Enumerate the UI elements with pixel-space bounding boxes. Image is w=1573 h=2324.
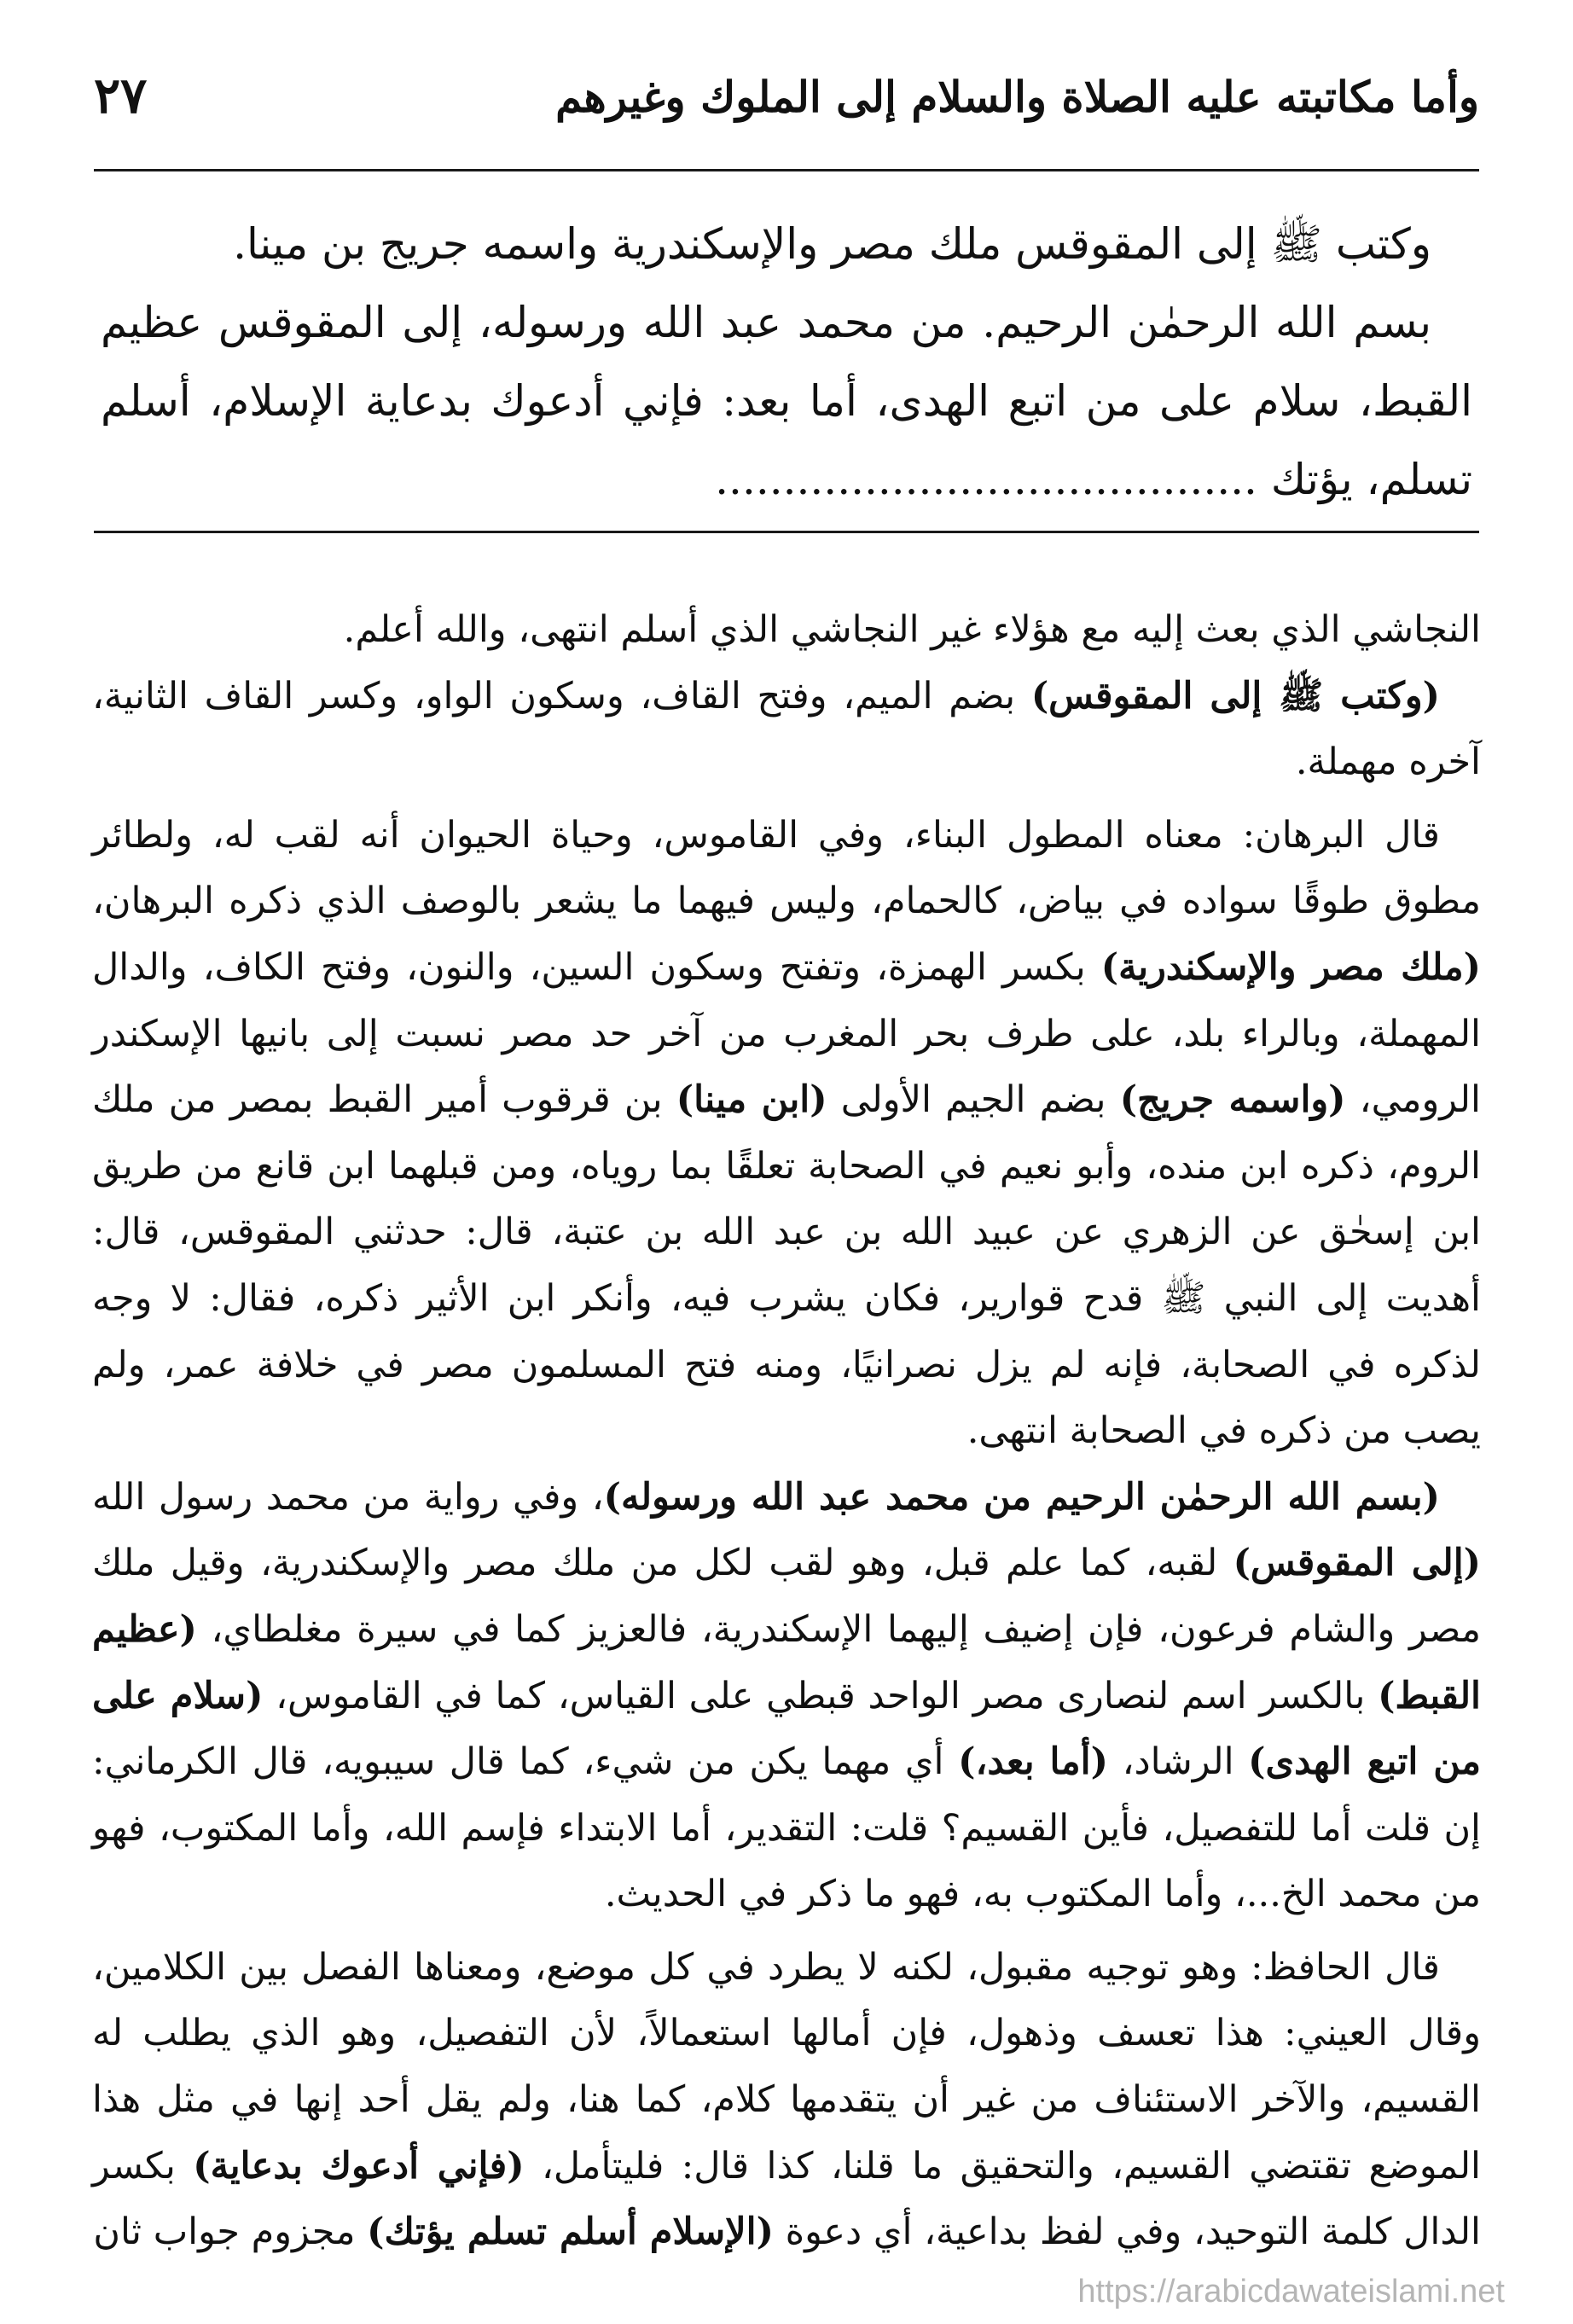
quoted-phrase: (أما بعد،): [958, 1740, 1108, 1784]
commentary-text: بن قرقوب أمير القبط بمصر من ملك الروم، ذكره ابن منده، وأبو نعيم في الصحابة تعلقًا بما روياه، ومن قبلهما ابن قانع من طريق ابن إسحٰق عن الزهري عن عبيد الله بن عبد الله بن عتبة، قال: حدثني المقوقس، قال: أهديت إلى النبي ﷺ قدح قوارير، فكان يشرب فيه، وأنكر ابن الأثير ذكره، فقال: لا وجه لذكره في الصحابة، فإنه لم يزل نصرانيًا، ومنه فتح المسلمون مصر في خلافة عمر، ولم يصب من ذكره في الصحابة انتهى.: [92, 1078, 1481, 1453]
commentary-text: بضم الميم، وفتح القاف، وسكون الواو، وكسر القاف الثانية، آخره مهملة.: [92, 674, 1481, 784]
commentary-text: لقبه، كما علم قبل، وهو لقب لكل من ملك مصر والإسكندرية، وقيل ملك مصر والشام فرعون، فإن إضيف إليهما الإسكندرية، فالعزيز كما في سيرة مغلطاي،: [92, 1542, 1481, 1651]
commentary-text: بضم الجيم الأولى: [827, 1078, 1120, 1122]
quoted-phrase: (ملك مصر والإسكندرية): [1100, 945, 1481, 989]
quoted-phrase: (عظيم القبط): [92, 1607, 1481, 1717]
letter-text: [101, 283, 1472, 519]
running-title: وأما مكاتبته عليه الصلاة والسلام إلى الملوك وغيرهم: [555, 72, 1479, 122]
commentary-text: ، وفي رواية من محمد رسول الله: [92, 1475, 604, 1519]
quoted-phrase: (بسم الله الرحمٰن الرحيم من محمد عبد الله ورسوله): [603, 1475, 1440, 1519]
commentary-paragraph: [92, 1465, 1481, 1928]
quoted-phrase: (وكتب ﷺ إلى المقوقس): [1030, 674, 1440, 718]
commentary-text: قال الحافظ: وهو توجيه مقبول، لكنه لا يطرد في كل موضع، ومعناها الفصل بين الكلامين، وقال العيني: هذا تعسف وذهول، فإن أمالها استعمالاً، لأن التفصيل، وهو الذي يطلب له القسيم، والآخر الاستئناف من غير أن يتقدمها كلام، كما هنا، ولم يقل أحد إنها في مثل هذا الموضع تقتضي القسيم، والتحقيق ما قلنا، كذا قال: فليتأمل،: [92, 1945, 1481, 2187]
quoted-phrase: (إلى المقوقس): [1233, 1542, 1481, 1585]
page-header: [94, 67, 1479, 143]
page-number: ٢٧: [94, 67, 148, 125]
commentary-text: الرشاد،: [1107, 1740, 1249, 1784]
commentary-text: مجزوم جواب ثان: [93, 2211, 368, 2254]
quoted-phrase: (ابن مينا): [676, 1078, 827, 1122]
commentary-text: بالكسر اسم لنصارى مصر الواحد قبطي على القياس، كما في القاموس،: [263, 1674, 1379, 1717]
main-text: [101, 205, 1472, 519]
commentary: [92, 597, 1481, 2266]
commentary-paragraph: [92, 664, 1481, 796]
commentary-text: بكسر الدال كلمة التوحيد، وفي لفظ بداعية، أي دعوة: [92, 2144, 1481, 2254]
ellipsis-dots: ........................................: [715, 455, 1257, 504]
quoted-phrase: (فإني أدعوك بدعاية): [193, 2144, 525, 2187]
commentary-text: أي مهما يكن من شيء، كما قال سيبويه، قال الكرماني: إن قلت أما للتفصيل، فأين القسيم؟ قلت: التقدير، أما الابتداء فإسم الله، وأما المكتوب، فهو من محمد الخ...، وأما المكتوب به، فهو ما ذكر في الحديث.: [92, 1740, 1481, 1916]
source-watermark: https://arabicdawateislami.net: [1077, 2274, 1505, 2309]
header-rule: [94, 169, 1479, 171]
quoted-phrase: (سلام على من اتبع الهدى): [92, 1674, 1481, 1784]
commentary-paragraph: [92, 1935, 1481, 2266]
main-text-line: وكتب ﷺ إلى المقوقس ملك مصر والإسكندرية واسمه جريج بن مينا.: [233, 219, 1431, 269]
section-rule: [94, 531, 1479, 533]
quoted-phrase: (الإسلام أسلم تسلم يؤتك): [367, 2211, 774, 2254]
commentary-text: قال البرهان: معناه المطول البناء، وفي القاموس، وحياة الحيوان أنه لقب له، ولطائر مطوق طوقًا سواده في بياض، كالحمام، وليس فيهما ما يشعر بالوصف الذي ذكره البرهان،: [92, 813, 1481, 923]
commentary-paragraph: النجاشي الذي بعث إليه مع هؤلاء غير النجاشي الذي أسلم انتهى، والله أعلم.: [343, 608, 1481, 651]
commentary-text: بكسر الهمزة، وتفتح وسكون السين، والنون، وفتح الكاف، والدال المهملة، وبالراء بلد، على طرف بحر المغرب من آخر حد مصر نسبت إلى بانيها الإسكندر الرومي،: [92, 945, 1481, 1122]
quoted-phrase: (واسمه جريج): [1119, 1078, 1346, 1122]
commentary-paragraph: [92, 803, 1481, 1465]
letter-body: بسم الله الرحمٰن الرحيم. من محمد عبد الله ورسوله، إلى المقوقس عظيم القبط، سلام على من اتبع الهدى، أما بعد: فإني أدعوك بدعاية الإسلام، أسلم تسلم، يؤتك: [101, 298, 1472, 504]
